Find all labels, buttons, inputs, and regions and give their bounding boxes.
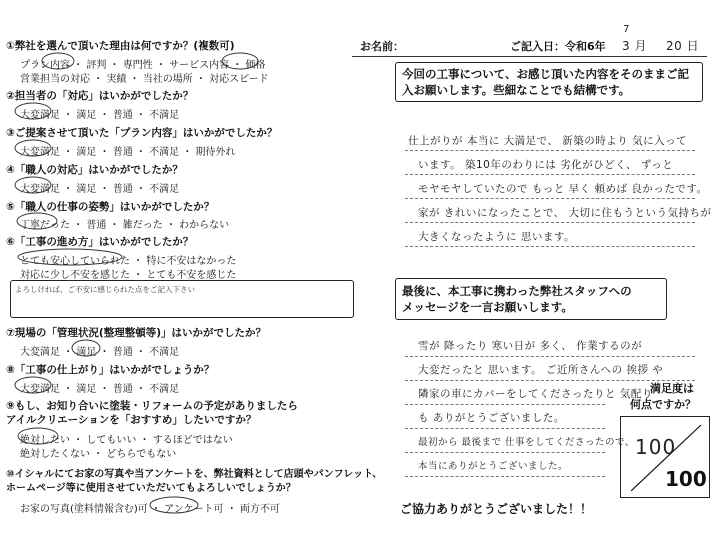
comment2-line5: 最初から 最後まで 仕事をしてくださったので、 xyxy=(418,437,635,448)
comment-heading-2-line1: 最後に、本工事に携わった弊社スタッフへの xyxy=(402,284,632,298)
q7-options: 大変満足 ・ 満足 ・ 普通 ・ 不満足 xyxy=(20,347,180,358)
q3-options: 大変満足 ・ 満足 ・ 普通 ・ 不満足 ・ 期待外れ xyxy=(20,147,236,158)
date-label: ご記入日：令和6年 xyxy=(510,40,606,53)
thanks-message: ご協力ありがとうございました！！ xyxy=(400,502,593,516)
q5-options: 丁寧だった ・ 普通 ・ 雑だった ・ わからない xyxy=(20,220,230,231)
q6-comment-note: よろしければ、ご不安に感じられた点をご記入下さい xyxy=(15,285,195,294)
score-box xyxy=(620,416,710,498)
q1-options-1: プラン内容 ・ 評判 ・ 専門性 ・ サービス内容 ・ 価格 xyxy=(20,60,266,71)
comment-heading-box-1 xyxy=(395,62,703,102)
ruled-line xyxy=(405,174,695,175)
ruled-line xyxy=(405,246,695,247)
score-label-1: 満足度は xyxy=(650,382,694,395)
q1-options-2: 営業担当の対応 ・ 実績 ・ 当社の場所 ・ 対応スピード xyxy=(20,74,269,85)
q5-title: ⑤「職人の仕事の姿勢」はいかがでしたか？ xyxy=(6,201,215,213)
q9-title-2: アイルクリエーションを「おすすめ」したいですか？ xyxy=(6,414,257,426)
q6-options-2: 対応に少し不安を感じた ・ とても不安を感じた xyxy=(20,270,237,281)
q9-options-2: 絶対したくない ・ どちらでもない xyxy=(20,449,177,460)
date-day: 20 日 xyxy=(666,39,700,53)
comment-heading-1-line2: 入お願いします。些細なことでも結構です。 xyxy=(402,83,631,97)
q9-options-1: 絶対したい ・ してもいい ・ するほどではない xyxy=(20,435,233,446)
q2-title: ②担当者の「対応」はいかがでしたか？ xyxy=(6,90,194,102)
ruled-line xyxy=(405,476,605,477)
comment2-line4: も ありがとうございました。 xyxy=(418,412,565,424)
q10-title: ⑩イシャルにてお家の写真や当アンケートを、弊社資料として店頭やパンフレット、 xyxy=(6,469,383,480)
comment1-line2: います。 築10年のわりには 劣化がひどく、 ずっと xyxy=(418,159,674,171)
ruled-line xyxy=(405,198,695,199)
score-max: 100 xyxy=(665,467,707,491)
ruled-line xyxy=(405,150,695,151)
q10-title-2: ホームページ等に使用させていただいてもよろしいでしょうか？ xyxy=(6,483,296,494)
comment2-line1: 雪が 降ったり 寒い日が 多く、 作業するのが xyxy=(418,340,643,352)
q4-title: ④「職人の対応」はいかがでしたか？ xyxy=(6,164,183,176)
comment-heading-box-2 xyxy=(395,278,667,320)
comment-heading-1-line1: 今回の工事について、お感じ頂いた内容をそのままご記 xyxy=(402,67,690,81)
ruled-line xyxy=(405,222,695,223)
comment2-line3: 隣家の車にカバーをしてくださったりと 気配り xyxy=(418,388,653,400)
score-label-2: 何点ですか？ xyxy=(630,398,696,411)
ruled-line xyxy=(405,404,605,405)
comment-heading-2-line2: メッセージを一言お願いします。 xyxy=(402,300,573,314)
score-value: 100 xyxy=(635,435,677,459)
comment1-line5: 大きくなったように 思います。 xyxy=(418,231,575,243)
comment2-line6: 本当にありがとうございました。 xyxy=(418,461,569,472)
comment1-line1: 仕上がりが 本当に 大満足で、 新築の時より 気に入って xyxy=(408,135,688,147)
q1-title: ①弊社を選んで頂いた理由は何ですか？(複数可) xyxy=(6,40,235,52)
name-label: お名前： xyxy=(360,40,404,53)
date-month: 3 月 xyxy=(622,39,647,53)
ruled-line xyxy=(405,356,695,357)
q6-title: ⑥「工事の進め方」はいかがでしたか？ xyxy=(6,236,194,248)
q7-title: ⑦現場の「管理状況(整理整頓等)」はいかがでしたか？ xyxy=(6,327,266,339)
q8-title: ⑧「工事の仕上がり」はいかがでしょうか？ xyxy=(6,364,215,376)
q6-options-1: とても安心していられた ・ 特に不安はなかった xyxy=(20,256,237,267)
ruled-line xyxy=(405,428,605,429)
comment1-line3: モヤモヤしていたので もっと 早く 頼めば 良かったです。 xyxy=(418,183,708,195)
q3-title: ③ご提案させて頂いた「プラン内容」はいかがでしたか？ xyxy=(6,127,278,139)
comment2-line2: 大変だったと 思います。 ご近所さんへの 挨拶 や xyxy=(418,364,664,376)
q4-options: 大変満足 ・ 満足 ・ 普通 ・ 不満足 xyxy=(20,184,180,195)
q10-options: お家の写真(塗料情報含む)可 ・ アンケート可 ・ 両方不可 xyxy=(20,504,280,515)
ruled-line xyxy=(405,452,605,453)
comment1-line4: 家が きれいになったことで、 大切に住もうという気持ちが xyxy=(418,207,712,219)
q8-options: 大変満足 ・ 満足 ・ 普通 ・ 不満足 xyxy=(20,384,180,395)
q9-title: ⑨もし、お知り合いに塗装・リフォームの予定がありましたら xyxy=(6,400,298,412)
q2-options: 大変満足 ・ 満足 ・ 普通 ・ 不満足 xyxy=(20,110,180,121)
date-correction: 7 xyxy=(623,24,630,35)
